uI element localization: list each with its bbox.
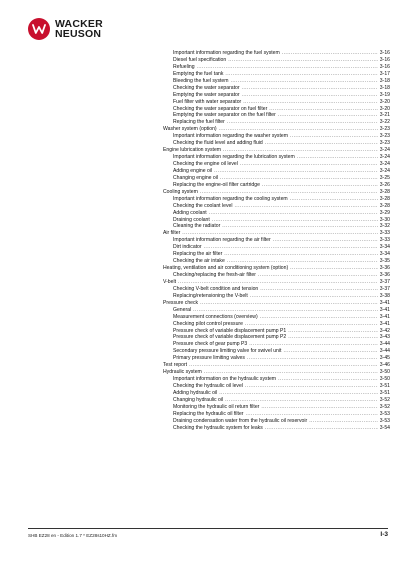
- toc-section-entry[interactable]: [163, 362, 390, 369]
- w-mark-icon: [32, 24, 46, 34]
- toc-dot-leader: [247, 355, 378, 362]
- toc-entry-title: Checking the hydraulic oil level: [173, 383, 243, 389]
- toc-entry-title: Diesel fuel specification: [173, 56, 227, 63]
- toc-entry[interactable]: [163, 92, 390, 99]
- toc-entry-page: 3-37: [379, 278, 390, 285]
- toc-dot-leader: [283, 348, 377, 355]
- toc-section-entry[interactable]: [163, 279, 390, 286]
- toc-dot-leader: [249, 341, 378, 348]
- toc-entry[interactable]: [163, 404, 390, 411]
- toc-dot-leader: [225, 71, 377, 78]
- toc-dot-leader: [225, 397, 378, 404]
- toc-entry-page: 3-18: [379, 77, 390, 84]
- toc-entry[interactable]: [163, 106, 390, 113]
- toc-dot-leader: [204, 244, 378, 251]
- toc-entry-title: Important information regarding the cooling system: [173, 195, 288, 202]
- toc-entry[interactable]: [163, 293, 390, 300]
- toc-dot-leader: [250, 293, 378, 300]
- toc-dot-leader: [265, 425, 378, 432]
- toc-entry-page: 3-20: [379, 105, 390, 112]
- toc-entry-page: 3-24: [379, 154, 390, 161]
- toc-entry[interactable]: [163, 154, 390, 161]
- toc-entry-title: Adding hydraulic oil: [173, 389, 218, 396]
- toc-entry-page: 3-37: [379, 285, 390, 292]
- toc-entry-page: 3-18: [379, 84, 390, 91]
- toc-entry-page: 3-52: [379, 403, 390, 410]
- toc-entry-page: 3-20: [379, 98, 390, 105]
- toc-dot-leader: [219, 126, 378, 133]
- toc-entry-page: 3-45: [379, 355, 390, 362]
- toc-section-entry[interactable]: [163, 369, 390, 376]
- toc-entry-page: 3-36: [379, 272, 390, 278]
- toc-dot-leader: [290, 265, 378, 272]
- toc-entry[interactable]: [163, 133, 390, 140]
- toc-entry-page: 3-28: [379, 202, 390, 209]
- toc-entry[interactable]: [163, 390, 390, 397]
- toc-dot-leader: [224, 251, 378, 258]
- toc-entry[interactable]: [163, 272, 390, 279]
- toc-entry-title: Important information on the hydraulic system: [173, 376, 277, 383]
- toc-entry-title: Adding coolant: [173, 209, 207, 216]
- toc-entry[interactable]: [163, 314, 390, 321]
- toc-entry[interactable]: [163, 383, 390, 390]
- toc-entry-page: 3-16: [379, 63, 390, 70]
- toc-entry[interactable]: [163, 258, 390, 265]
- footer-divider: [28, 528, 388, 529]
- toc-dot-leader: [258, 272, 378, 279]
- toc-entry[interactable]: [163, 418, 390, 425]
- toc-entry-page: 3-24: [379, 161, 390, 167]
- toc-entry-title: Adding engine oil: [173, 167, 213, 174]
- toc-entry-title: Hydraulic system: [163, 369, 202, 376]
- toc-dot-leader: [242, 92, 378, 99]
- toc-entry[interactable]: [163, 161, 390, 168]
- toc-dot-leader: [261, 404, 377, 411]
- toc-entry-page: 3-54: [379, 424, 390, 431]
- toc-dot-leader: [273, 237, 378, 244]
- toc-dot-leader: [290, 133, 378, 140]
- toc-entry[interactable]: [163, 203, 390, 210]
- toc-section-entry[interactable]: [163, 300, 390, 307]
- toc-entry[interactable]: [163, 119, 390, 126]
- toc-entry-title: Washer system (option): [163, 126, 217, 133]
- toc-entry-page: 3-41: [379, 320, 390, 327]
- toc-entry-page: 3-41: [379, 299, 390, 306]
- toc-entry-page: 3-52: [379, 396, 390, 403]
- toc-entry-title: General: [173, 306, 192, 313]
- toc-entry-page: 3-33: [379, 237, 390, 244]
- toc-entry-title: Changing hydraulic oil: [173, 396, 224, 403]
- toc-entry-title: V-belt: [163, 278, 177, 285]
- toc-entry-page: 3-44: [379, 348, 390, 355]
- toc-dot-leader: [222, 223, 378, 230]
- toc-entry-page: 3-53: [379, 410, 390, 417]
- toc-dot-leader: [245, 321, 378, 328]
- toc-entry[interactable]: [163, 210, 390, 217]
- toc-dot-leader: [220, 175, 378, 182]
- brand-line-2: NEUSON: [55, 28, 102, 40]
- toc-entry[interactable]: [163, 168, 390, 175]
- toc-entry-title: Important information regarding the washer system: [173, 133, 288, 140]
- toc-entry-page: 3-28: [379, 195, 390, 202]
- toc-entry-page: 3-24: [379, 147, 390, 154]
- toc-entry-page: 3-23: [379, 126, 390, 133]
- toc-dot-leader: [265, 140, 378, 147]
- toc-dot-leader: [209, 210, 378, 217]
- toc-entry-title: Air filter: [163, 230, 181, 237]
- toc-entry-title: Emptying the water separator: [173, 91, 240, 98]
- toc-entry-page: 3-33: [379, 230, 390, 237]
- toc-entry-title: Checking V-belt condition and tension: [173, 285, 259, 292]
- toc-dot-leader: [227, 258, 378, 265]
- toc-entry[interactable]: [163, 334, 390, 341]
- toc-entry-page: 3-42: [379, 327, 390, 334]
- toc-entry[interactable]: [163, 341, 390, 348]
- toc-entry-title: Checking the hydraulic system for leaks: [173, 424, 263, 431]
- toc-dot-leader: [242, 85, 378, 92]
- toc-dot-leader: [246, 411, 378, 418]
- toc-entry-title: Checking the air intake: [173, 258, 225, 265]
- toc-entry-page: 3-26: [379, 181, 390, 188]
- toc-dot-leader: [228, 57, 378, 64]
- toc-dot-leader: [282, 50, 378, 57]
- toc-entry-page: 3-50: [379, 376, 390, 383]
- toc-entry[interactable]: [163, 425, 390, 432]
- toc-entry-title: Bleeding the fuel system: [173, 77, 229, 84]
- toc-entry[interactable]: [163, 182, 390, 189]
- toc-dot-leader: [227, 119, 378, 126]
- toc-section-entry[interactable]: [163, 265, 390, 272]
- toc-entry[interactable]: [163, 348, 390, 355]
- toc-entry-page: 3-34: [379, 251, 390, 258]
- toc-entry-title: Checking pilot control pressure: [173, 320, 243, 327]
- toc-entry-title: Draining condensation water from the hydraulic oil reservoir: [173, 417, 308, 424]
- toc-entry-title: Emptying the water separator on the fuel filter: [173, 112, 276, 119]
- toc-dot-leader: [260, 314, 378, 321]
- toc-entry-page: 3-19: [379, 91, 390, 98]
- toc-dot-leader: [189, 362, 378, 369]
- toc-entry[interactable]: [163, 307, 390, 314]
- toc-entry-page: 3-25: [379, 174, 390, 181]
- toc-entry-page: 3-29: [379, 209, 390, 216]
- toc-dot-leader: [269, 106, 378, 113]
- toc-entry-page: 3-28: [379, 188, 390, 195]
- toc-entry-page: 3-41: [379, 313, 390, 320]
- toc-entry[interactable]: [163, 217, 390, 224]
- toc-entry-title: Important information regarding the air filter: [173, 237, 271, 244]
- toc-entry-page: 3-38: [379, 292, 390, 299]
- toc-entry-page: 3-34: [379, 244, 390, 251]
- toc-entry[interactable]: [163, 411, 390, 418]
- toc-entry-page: 3-21: [379, 112, 390, 119]
- footer-document-id: SHB EZ28 en - Edition 1.7 * EZ28s10HZ.fm: [28, 533, 118, 538]
- table-of-contents: [163, 50, 390, 432]
- toc-entry-title: Checking the engine oil level: [173, 161, 238, 167]
- toc-entry[interactable]: [163, 244, 390, 251]
- toc-entry-title: Pressure check: [163, 299, 199, 306]
- toc-entry-page: 3-51: [379, 389, 390, 396]
- toc-dot-leader: [178, 279, 378, 286]
- toc-dot-leader: [223, 147, 378, 154]
- toc-entry-title: Replacing/retensioning the V-belt: [173, 292, 248, 299]
- toc-entry-page: 3-43: [379, 334, 390, 341]
- toc-entry-title: Monitoring the hydraulic oil return filter: [173, 403, 260, 410]
- brand-line-1: WACKER: [55, 18, 103, 30]
- toc-dot-leader: [234, 203, 377, 210]
- toc-entry-page: 3-22: [379, 119, 390, 126]
- toc-entry-page: 3-32: [379, 223, 390, 230]
- toc-section-entry[interactable]: [163, 147, 390, 154]
- toc-section-entry[interactable]: [163, 189, 390, 196]
- toc-entry-title: Checking the fluid level and adding fluid: [173, 140, 263, 147]
- brand-logo: [28, 18, 108, 42]
- toc-dot-leader: [245, 383, 378, 390]
- toc-dot-leader: [193, 307, 378, 314]
- toc-entry-title: Cleaning the radiator: [173, 223, 221, 230]
- toc-entry-page: 3-51: [379, 383, 390, 389]
- toc-entry[interactable]: [163, 251, 390, 258]
- toc-entry-title: Replacing the fuel filter: [173, 119, 225, 126]
- toc-dot-leader: [182, 230, 378, 237]
- toc-entry-title: Secondary pressure limiting valve for swivel unit: [173, 348, 282, 355]
- toc-entry[interactable]: [163, 64, 390, 71]
- toc-dot-leader: [219, 390, 378, 397]
- toc-entry-title: Replacing the engine-oil filter cartridge: [173, 181, 260, 188]
- toc-entry-page: 3-44: [379, 341, 390, 348]
- toc-entry-page: 3-16: [379, 50, 390, 56]
- toc-dot-leader: [290, 196, 378, 203]
- toc-entry-title: Checking the coolant level: [173, 202, 233, 209]
- toc-entry[interactable]: [163, 237, 390, 244]
- toc-dot-leader: [212, 217, 378, 224]
- toc-dot-leader: [231, 78, 378, 85]
- toc-dot-leader: [278, 112, 378, 119]
- toc-entry-page: 3-46: [379, 362, 390, 369]
- toc-entry-title: Replacing the air filter: [173, 251, 223, 258]
- toc-entry-title: Checking the water separator: [173, 84, 240, 91]
- toc-entry[interactable]: [163, 50, 390, 57]
- toc-entry-title: Heating, ventilation and air conditioning system (option): [163, 265, 289, 272]
- toc-entry-page: 3-16: [379, 56, 390, 63]
- toc-dot-leader: [288, 334, 378, 341]
- toc-dot-leader: [288, 328, 378, 335]
- toc-entry-title: Cooling system: [163, 188, 198, 195]
- toc-dot-leader: [278, 376, 378, 383]
- toc-entry[interactable]: [163, 286, 390, 293]
- toc-entry[interactable]: [163, 71, 390, 78]
- toc-entry-title: Fuel filter with water separator: [173, 98, 242, 105]
- toc-section-entry[interactable]: [163, 230, 390, 237]
- toc-entry-title: Pressure check of variable displacement pump P1: [173, 327, 287, 334]
- toc-entry[interactable]: [163, 355, 390, 362]
- toc-dot-leader: [297, 154, 378, 161]
- toc-entry-title: Test report: [163, 362, 188, 369]
- toc-dot-leader: [260, 286, 378, 293]
- toc-entry-title: Important information regarding the fuel system: [173, 50, 280, 56]
- toc-entry-title: Pressure check of variable displacement pump P2: [173, 334, 287, 341]
- toc-entry-title: Primary pressure limiting valves: [173, 355, 245, 362]
- toc-entry-title: Dirt indicator: [173, 244, 202, 251]
- toc-entry-title: Pressure check of gear pump P3: [173, 341, 248, 348]
- toc-entry-title: Engine lubrication system: [163, 147, 222, 154]
- toc-entry[interactable]: [163, 321, 390, 328]
- toc-dot-leader: [197, 64, 378, 71]
- brand-emblem-icon: [28, 18, 50, 40]
- toc-entry[interactable]: [163, 140, 390, 147]
- toc-entry-title: Changing engine oil: [173, 174, 219, 181]
- toc-entry-title: Checking/replacing the fresh-air filter: [173, 272, 256, 278]
- footer-page-number: I-3: [380, 531, 388, 538]
- toc-entry[interactable]: [163, 112, 390, 119]
- toc-entry-page: 3-36: [379, 265, 390, 272]
- toc-dot-leader: [204, 369, 378, 376]
- toc-dot-leader: [309, 418, 378, 425]
- toc-dot-leader: [200, 189, 378, 196]
- toc-dot-leader: [214, 168, 378, 175]
- brand-wordmark: [55, 19, 103, 39]
- toc-entry-page: 3-41: [379, 306, 390, 313]
- toc-dot-leader: [243, 99, 378, 106]
- toc-entry-title: Emptying the fuel tank: [173, 70, 224, 77]
- toc-entry-page: 3-50: [379, 369, 390, 376]
- toc-entry[interactable]: [163, 99, 390, 106]
- toc-entry-title: Refueling: [173, 63, 195, 70]
- toc-entry[interactable]: [163, 196, 390, 203]
- toc-dot-leader: [240, 161, 378, 168]
- toc-section-entry[interactable]: [163, 126, 390, 133]
- toc-entry-title: Measurement connections (overview): [173, 313, 258, 320]
- toc-entry-page: 3-24: [379, 167, 390, 174]
- toc-entry-page: 3-53: [379, 417, 390, 424]
- toc-dot-leader: [200, 300, 378, 307]
- toc-entry[interactable]: [163, 328, 390, 335]
- toc-entry[interactable]: [163, 85, 390, 92]
- toc-entry-title: Replacing the hydraulic oil filter: [173, 410, 244, 417]
- toc-entry[interactable]: [163, 223, 390, 230]
- toc-entry[interactable]: [163, 57, 390, 64]
- toc-entry-page: 3-35: [379, 258, 390, 265]
- toc-entry-page: 3-23: [379, 133, 390, 140]
- toc-entry[interactable]: [163, 397, 390, 404]
- toc-entry-page: 3-17: [379, 70, 390, 77]
- toc-entry-title: Draining coolant: [173, 216, 210, 223]
- toc-entry[interactable]: [163, 78, 390, 85]
- toc-entry-title: Checking the water separator on fuel filter: [173, 105, 268, 112]
- toc-entry[interactable]: [163, 376, 390, 383]
- toc-dot-leader: [262, 182, 378, 189]
- toc-entry[interactable]: [163, 175, 390, 182]
- toc-entry-page: 3-30: [379, 216, 390, 223]
- toc-entry-page: 3-23: [379, 140, 390, 147]
- toc-entry-title: Important information regarding the lubrication system: [173, 154, 295, 161]
